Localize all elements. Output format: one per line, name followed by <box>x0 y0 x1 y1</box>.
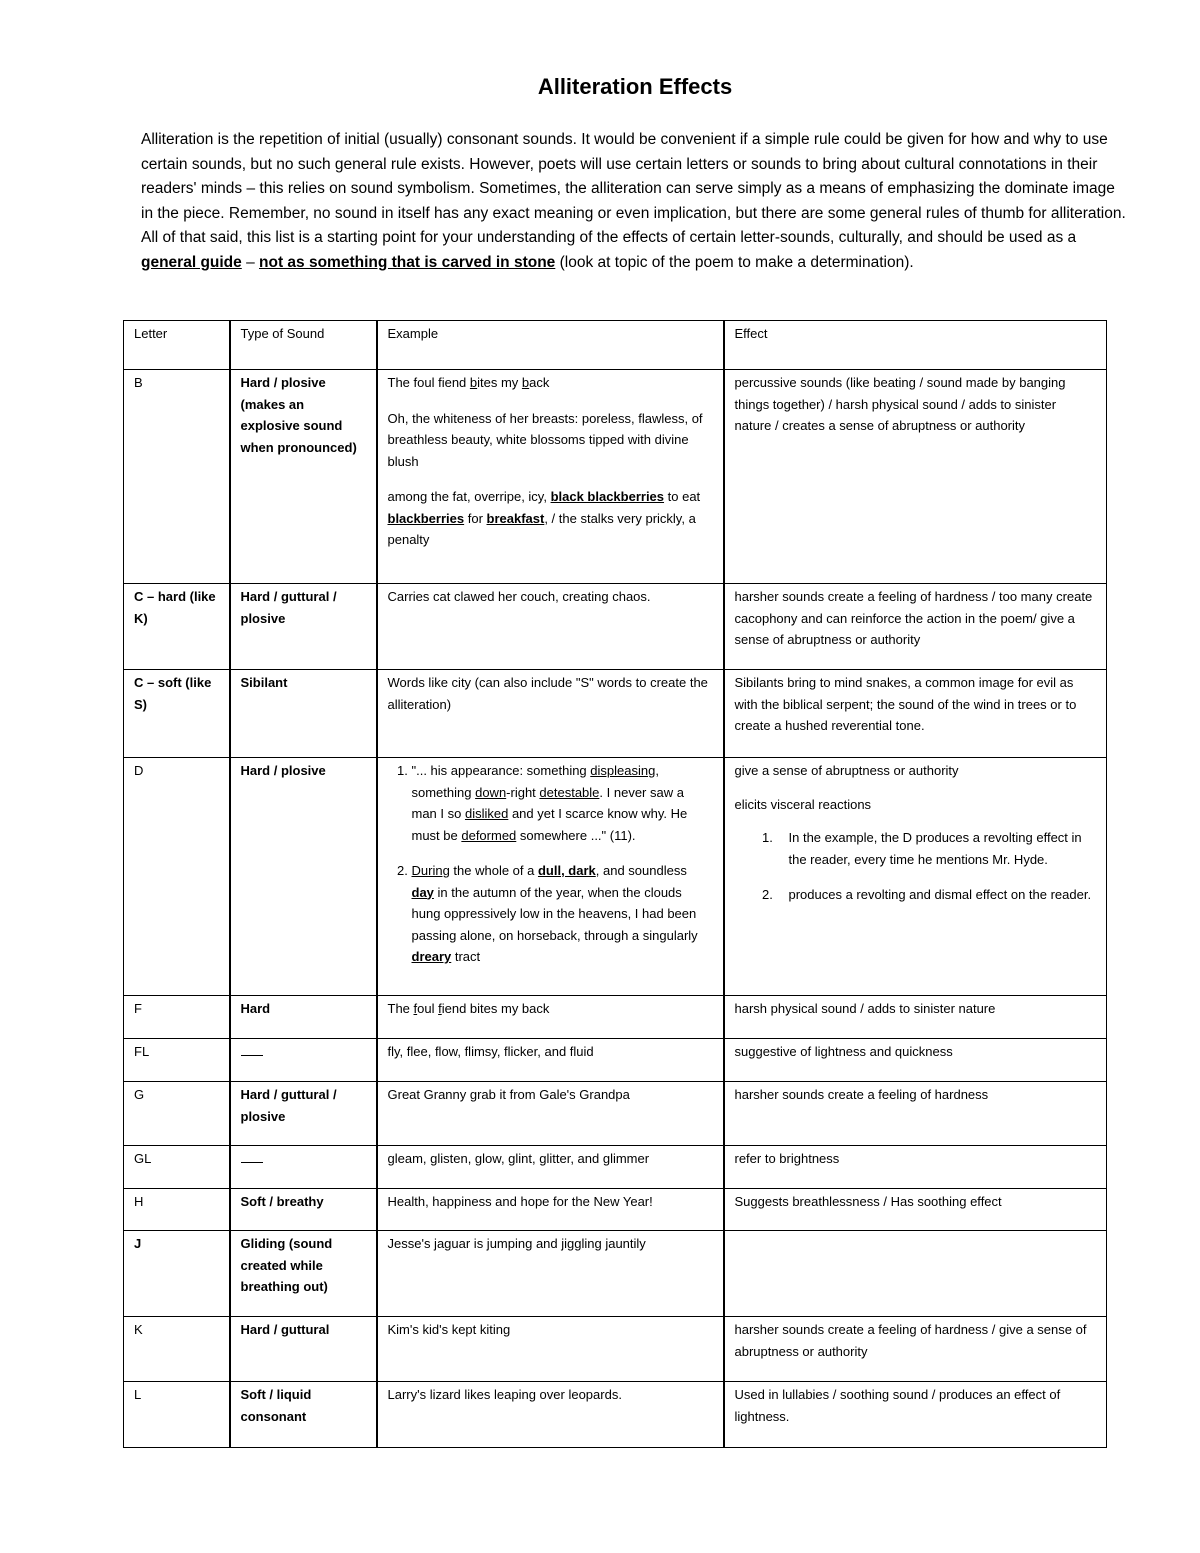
table-row-gl <box>124 1146 1107 1189</box>
example-list <box>388 760 713 968</box>
effect-list <box>735 827 1097 906</box>
type-cell: Hard / guttural / plosive <box>230 584 377 670</box>
example-b-2: Oh, the whiteness of her breasts: poreless, flawless, of breathless beauty, white blossoms tipped with divine blush <box>387 410 703 469</box>
blank-line <box>241 1150 263 1163</box>
effect-cell: harsher sounds create a feeling of hardness / too many create cacophony and can reinforce the action in the poem/ give a sense of abruptness or authority <box>724 584 1107 670</box>
example-cell: Carries cat clawed her couch, creating chaos. <box>377 584 724 670</box>
list-item: 1. In the example, the D produces a revolting effect in the reader, every time he mentions Mr. Hyde. <box>777 827 1097 870</box>
example-b-1: The foul fiend bites my back <box>387 375 550 390</box>
example-cell: Larry's lizard likes leaping over leopards. <box>377 1382 724 1448</box>
intro-paragraph <box>141 128 1126 275</box>
intro-emphasis-carved-in-stone: not as something that is carved in stone <box>259 253 556 271</box>
effect-cell: Sibilants bring to mind snakes, a common image for evil as with the biblical serpent; the sound of the wind in trees or to create a hushed reverential tone. <box>724 670 1107 758</box>
alliteration-table <box>123 320 1107 1448</box>
effect-d-1: give a sense of abruptness or authority <box>734 763 959 778</box>
header-example: Example <box>377 321 724 370</box>
table-row-c-hard <box>124 584 1107 670</box>
page-title: Alliteration Effects <box>537 74 733 99</box>
intro-emphasis-general-guide: general guide <box>141 253 242 271</box>
example-cell: Words like city (can also include "S" words to create the alliteration) <box>377 670 724 758</box>
table-row-g <box>124 1082 1107 1146</box>
example-cell: gleam, glisten, glow, glint, glitter, and glimmer <box>377 1146 724 1189</box>
intro-text: Alliteration is the repetition of initial (usually) consonant sounds. It would be convenient if a simple rule could be given for how and why to use certain sounds, but no such general rule exists. However, poets will use certain letters or sounds to bring about cultural connotations in their readers' minds – this relies on sound symbolism. Sometimes, the alliteration can serve simply as a means of emphasizing the dominate image in the piece. Remember, no sound in itself has any exact meaning or even implication, but there are some general rules of thumb for alliteration. All of that said, this list is a starting point for your understanding of the effects of certain letter-sounds, culturally, and should be used as a <box>141 131 1126 246</box>
effect-cell: percussive sounds (like beating / sound made by banging things together) / harsh physical sound / adds to sinister nature / creates a sense of abruptness or authority <box>724 370 1107 584</box>
letter-cell: K <box>124 1317 230 1382</box>
effect-cell <box>724 758 1107 996</box>
table-row-k <box>124 1317 1107 1382</box>
table-row-c-soft <box>124 670 1107 758</box>
example-cell: The foul fiend bites my back <box>377 996 724 1039</box>
letter-cell: B <box>124 370 230 584</box>
effect-d-2: elicits visceral reactions <box>734 796 872 812</box>
effect-cell: harsher sounds create a feeling of hardness <box>724 1082 1107 1146</box>
type-cell: Hard / guttural / plosive <box>230 1082 377 1146</box>
effect-cell: suggestive of lightness and quickness <box>724 1039 1107 1082</box>
letter-cell: J <box>124 1231 230 1317</box>
list-item: 2. produces a revolting and dismal effect on the reader. <box>777 884 1097 906</box>
type-cell: Hard / guttural <box>230 1317 377 1382</box>
letter-cell: H <box>124 1189 230 1231</box>
letter-cell: FL <box>124 1039 230 1082</box>
example-cell <box>377 758 724 996</box>
type-cell: Hard / plosive <box>230 758 377 996</box>
header-letter: Letter <box>124 321 230 370</box>
effect-cell: Suggests breathlessness / Has soothing effect <box>724 1189 1107 1231</box>
effect-cell <box>724 1231 1107 1317</box>
effect-cell: harsher sounds create a feeling of hardness / give a sense of abruptness or authority <box>724 1317 1107 1382</box>
effect-cell: Used in lullabies / soothing sound / produces an effect of lightness. <box>724 1382 1107 1448</box>
letter-cell: C – hard (like K) <box>124 584 230 670</box>
type-cell <box>230 1146 377 1189</box>
letter-cell: G <box>124 1082 230 1146</box>
type-cell <box>230 1039 377 1082</box>
type-cell: Sibilant <box>230 670 377 758</box>
list-item: 1. "... his appearance: something displeasing, something down-right detestable. I never saw a man I so disliked and yet I scarce know why. He must be deformed somewhere ..." (11). <box>412 760 713 846</box>
table-row-b <box>124 370 1107 584</box>
example-b-3: among the fat, overripe, icy, black blackberries to eat blackberries for breakfast, / the stalks very prickly, a penalty <box>387 489 701 547</box>
table-row-fl <box>124 1039 1107 1082</box>
table-row-f <box>124 996 1107 1039</box>
example-cell: Health, happiness and hope for the New Year! <box>377 1189 724 1231</box>
type-cell: Hard / plosive (makes an explosive sound when pronounced) <box>230 370 377 584</box>
example-cell: fly, flee, flow, flimsy, flicker, and fluid <box>377 1039 724 1082</box>
header-effect: Effect <box>724 321 1107 370</box>
effect-cell: refer to brightness <box>724 1146 1107 1189</box>
intro-dash: – <box>241 253 260 271</box>
letter-cell: D <box>124 758 230 996</box>
type-cell: Soft / liquid consonant <box>230 1382 377 1448</box>
table-header-row <box>124 321 1107 370</box>
table-row-j <box>124 1231 1107 1317</box>
table-row-d <box>124 758 1107 996</box>
table-row-l <box>124 1382 1107 1448</box>
blank-line <box>241 1043 263 1056</box>
header-type: Type of Sound <box>230 321 377 370</box>
letter-cell: L <box>124 1382 230 1448</box>
effect-cell: harsh physical sound / adds to sinister nature <box>724 996 1107 1039</box>
type-cell: Hard <box>230 996 377 1039</box>
list-item: 2. During the whole of a dull, dark, and soundless day in the autumn of the year, when the clouds hung oppressively low in the heavens, I had been passing alone, on horseback, through a singularly dreary tract <box>412 860 713 968</box>
example-cell: Great Granny grab it from Gale's Grandpa <box>377 1082 724 1146</box>
letter-cell: C – soft (like S) <box>124 670 230 758</box>
type-cell: Gliding (sound created while breathing out) <box>230 1231 377 1317</box>
intro-text-end: (look at topic of the poem to make a determination). <box>555 253 914 271</box>
letter-cell: F <box>124 996 230 1039</box>
table-row-h <box>124 1189 1107 1231</box>
letter-cell: GL <box>124 1146 230 1189</box>
example-cell <box>377 370 724 584</box>
example-cell: Kim's kid's kept kiting <box>377 1317 724 1382</box>
example-cell: Jesse's jaguar is jumping and jiggling jauntily <box>377 1231 724 1317</box>
type-cell: Soft / breathy <box>230 1189 377 1231</box>
